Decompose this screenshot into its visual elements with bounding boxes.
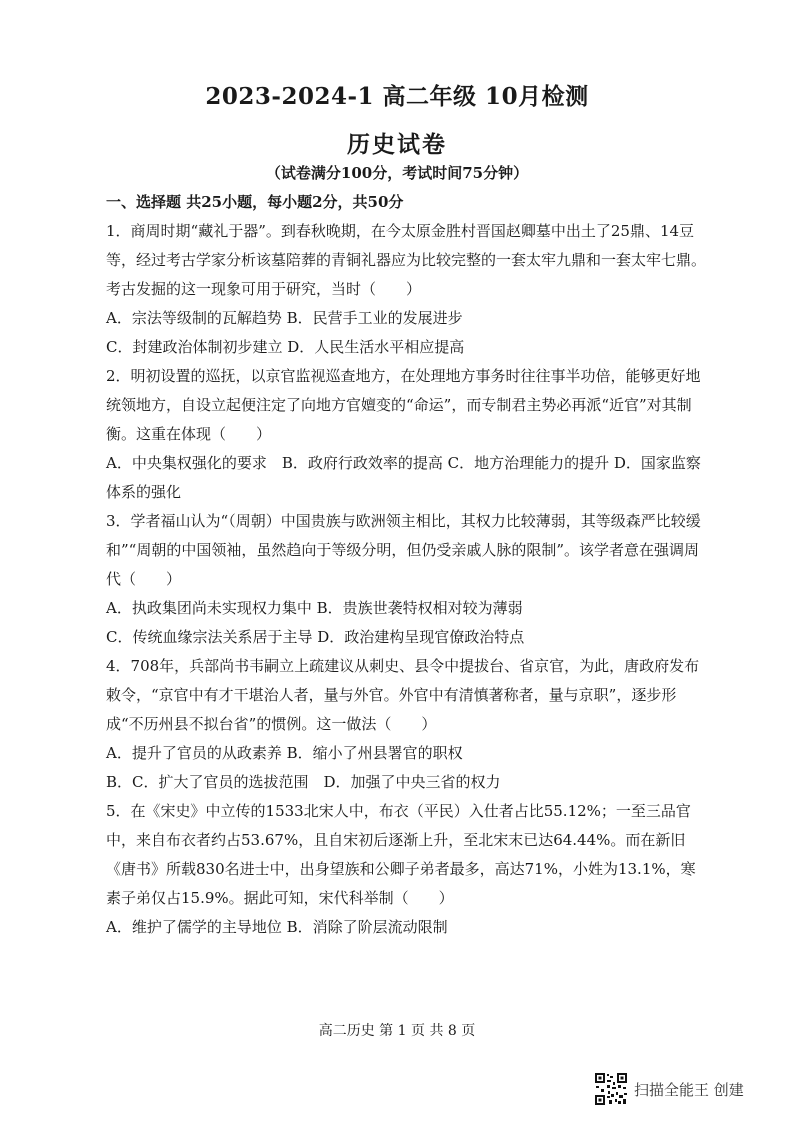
option-line: A．宗法等级制的瓦解趋势 B．民营手工业的发展进步 — [106, 309, 463, 327]
section-heading: 一、选择题 共25小题，每小题2分，共50分 — [106, 193, 404, 211]
option-line: C．传统血缘宗法关系居于主导 D．政治建构呈现官僚政治特点 — [106, 628, 525, 646]
exam-info: （试卷满分100分，考试时间75分钟） — [265, 164, 529, 182]
option-line: A．执政集团尚未实现权力集中 B．贵族世袭特权相对较为薄弱 — [106, 599, 523, 617]
qr-code-icon — [594, 1072, 628, 1106]
question-text: 5．在《宋史》中立传的1533北宋人中，布衣（平民）入仕者占比55.12%；一至三品官中，来自布衣者约占53.67%，且自宋初后逐渐上升，至北宋末已达64.44%。而在新旧《唐书》所载830名进士中，出身望族和公卿子弟者最多，高达71%，小姓为13.1%，寒素子弟仅占15.9%。据此可知，宋代科举制（ ） — [106, 802, 696, 907]
watermark-label: 扫描全能王 创建 — [634, 1080, 744, 1099]
question-4 — [106, 652, 706, 797]
exam-content — [106, 188, 706, 942]
question-text: 4．708年，兵部尚书韦嗣立上疏建议从刺史、县令中提拔台、省京官，为此，唐政府发布敕令，“京官中有才干堪治人者，量与外官。外官中有清慎著称者，量与京职”，逐步形成“不历州县不拟台省”的惯例。这一做法（ ） — [106, 657, 700, 733]
option-line: A．中央集权强化的要求 B．政府行政效率的提高 C．地方治理能力的提升 D．国家监察体系的强化 — [106, 454, 701, 501]
exam-subtitle: 历史试卷 — [347, 131, 447, 158]
option-line: A．维护了儒学的主导地位 B．消除了阶层流动限制 — [106, 918, 448, 936]
page-footer: 高二历史 第 1 页 共 8 页 — [318, 1023, 476, 1039]
option-line: A．提升了官员的从政素养 B．缩小了州县署官的职权 — [106, 744, 463, 762]
question-3 — [106, 507, 706, 652]
question-1 — [106, 217, 706, 362]
question-text: 2．明初设置的巡抚，以京官监视巡查地方，在处理地方事务时往往事半功倍，能够更好地统领地方，自设立起便注定了向地方官嬗变的“命运”，而专制君主势必再派“近官”对其制衡。这重在体现（ ） — [106, 367, 701, 443]
question-text: 3．学者福山认为“（周朝）中国贵族与欧洲领主相比，其权力比较薄弱，其等级森严比较缓和”“周朝的中国领袖，虽然趋向于等级分明，但仍受亲戚人脉的限制”。该学者意在强调周代（ ） — [106, 512, 701, 588]
question-2 — [106, 362, 706, 507]
exam-title: 2023-2024-1 高二年级 10月检测 — [205, 83, 589, 110]
question-text: 1．商周时期“藏礼于器”。到春秋晚期，在今太原金胜村晋国赵卿墓中出土了25鼎、14豆等，经过考古学家分析该墓陪葬的青铜礼器应为比较完整的一套太牢九鼎和一套太牢七鼎。考古发掘的这一现象可用于研究，当时（ ） — [106, 222, 707, 298]
option-line: B．C．扩大了官员的选拔范围 D．加强了中央三省的权力 — [106, 773, 501, 791]
option-line: C．封建政治体制初步建立 D．人民生活水平相应提高 — [106, 338, 465, 356]
scanner-watermark — [594, 1070, 744, 1108]
question-5 — [106, 797, 706, 942]
